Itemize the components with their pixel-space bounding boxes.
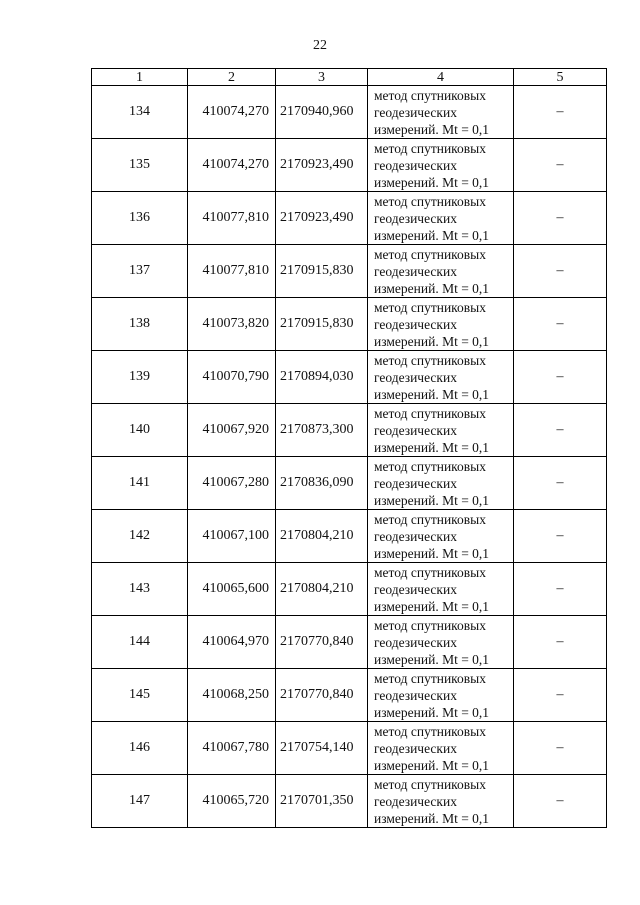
y-coordinate-cell: 2170770,840 [276,616,368,669]
method-cell [368,669,514,722]
method-line-1: метод спутниковых [374,405,486,421]
method-cell [368,245,514,298]
point-number-cell: 143 [92,563,188,616]
note-cell: – [514,139,607,192]
method-line-3: измерений. Mt = 0,1 [374,651,490,667]
method-line-3: измерений. Mt = 0,1 [374,810,490,826]
method-cell [368,510,514,563]
method-line-3: измерений. Mt = 0,1 [374,121,490,137]
method-cell [368,404,514,457]
method-line-3: измерений. Mt = 0,1 [374,598,490,614]
page-number: 22 [313,38,327,53]
point-number-cell: 145 [92,669,188,722]
note-cell: – [514,192,607,245]
table-row [92,510,607,563]
method-cell [368,616,514,669]
y-coordinate-cell: 2170754,140 [276,722,368,775]
method-cell [368,192,514,245]
x-coordinate-cell: 410074,270 [188,139,276,192]
note-cell: – [514,722,607,775]
table-row [92,298,607,351]
table-row [92,457,607,510]
point-number-cell: 138 [92,298,188,351]
method-line-1: метод спутниковых [374,458,486,474]
method-line-3: измерений. Mt = 0,1 [374,280,490,296]
table-body [92,86,607,828]
point-number-cell: 136 [92,192,188,245]
y-coordinate-cell: 2170770,840 [276,669,368,722]
point-number-cell: 134 [92,86,188,139]
y-coordinate-cell: 2170940,960 [276,86,368,139]
method-line-1: метод спутниковых [374,776,486,792]
table-row [92,139,607,192]
table-row [92,192,607,245]
method-cell [368,139,514,192]
header-col-1: 1 [92,69,188,86]
x-coordinate-cell: 410068,250 [188,669,276,722]
note-cell: – [514,245,607,298]
method-line-2: геодезических [374,581,457,597]
x-coordinate-cell: 410070,790 [188,351,276,404]
table-row [92,722,607,775]
y-coordinate-cell: 2170923,490 [276,192,368,245]
note-cell: – [514,510,607,563]
method-cell [368,722,514,775]
method-line-1: метод спутниковых [374,564,486,580]
x-coordinate-cell: 410065,600 [188,563,276,616]
note-cell: – [514,351,607,404]
header-col-3: 3 [276,69,368,86]
y-coordinate-cell: 2170836,090 [276,457,368,510]
method-line-2: геодезических [374,475,457,491]
method-line-2: геодезических [374,793,457,809]
method-cell [368,298,514,351]
y-coordinate-cell: 2170701,350 [276,775,368,828]
y-coordinate-cell: 2170915,830 [276,245,368,298]
note-cell: – [514,669,607,722]
method-cell [368,775,514,828]
method-line-2: геодезических [374,263,457,279]
point-number-cell: 147 [92,775,188,828]
x-coordinate-cell: 410067,920 [188,404,276,457]
note-cell: – [514,775,607,828]
x-coordinate-cell: 410074,270 [188,86,276,139]
table-row [92,775,607,828]
note-cell: – [514,298,607,351]
method-line-3: измерений. Mt = 0,1 [374,386,490,402]
method-line-3: измерений. Mt = 0,1 [374,545,490,561]
method-line-3: измерений. Mt = 0,1 [374,439,490,455]
point-number-cell: 139 [92,351,188,404]
note-cell: – [514,563,607,616]
x-coordinate-cell: 410077,810 [188,192,276,245]
method-line-1: метод спутниковых [374,352,486,368]
table-row [92,351,607,404]
point-number-cell: 137 [92,245,188,298]
y-coordinate-cell: 2170873,300 [276,404,368,457]
y-coordinate-cell: 2170804,210 [276,563,368,616]
method-line-1: метод спутниковых [374,670,486,686]
method-cell [368,563,514,616]
note-cell: – [514,404,607,457]
method-line-2: геодезических [374,422,457,438]
x-coordinate-cell: 410067,100 [188,510,276,563]
x-coordinate-cell: 410064,970 [188,616,276,669]
method-line-1: метод спутниковых [374,246,486,262]
coordinates-table [91,68,607,828]
method-line-3: измерений. Mt = 0,1 [374,704,490,720]
header-col-2: 2 [188,69,276,86]
method-line-3: измерений. Mt = 0,1 [374,174,490,190]
note-cell: – [514,457,607,510]
y-coordinate-cell: 2170923,490 [276,139,368,192]
point-number-cell: 146 [92,722,188,775]
point-number-cell: 135 [92,139,188,192]
method-line-2: геодезических [374,369,457,385]
x-coordinate-cell: 410067,280 [188,457,276,510]
y-coordinate-cell: 2170894,030 [276,351,368,404]
method-line-3: измерений. Mt = 0,1 [374,227,490,243]
method-cell [368,351,514,404]
method-line-1: метод спутниковых [374,511,486,527]
method-line-3: измерений. Mt = 0,1 [374,492,490,508]
method-line-2: геодезических [374,316,457,332]
y-coordinate-cell: 2170915,830 [276,298,368,351]
method-cell [368,457,514,510]
x-coordinate-cell: 410073,820 [188,298,276,351]
note-cell: – [514,616,607,669]
method-line-2: геодезических [374,634,457,650]
method-line-1: метод спутниковых [374,723,486,739]
method-line-1: метод спутниковых [374,140,486,156]
method-cell [368,86,514,139]
method-line-1: метод спутниковых [374,617,486,633]
method-line-2: геодезических [374,157,457,173]
method-line-2: геодезических [374,528,457,544]
table-header-row [92,69,607,86]
method-line-1: метод спутниковых [374,299,486,315]
table-row [92,563,607,616]
method-line-3: измерений. Mt = 0,1 [374,757,490,773]
method-line-1: метод спутниковых [374,87,486,103]
table-row [92,86,607,139]
table-row [92,669,607,722]
table-row [92,404,607,457]
header-col-4: 4 [368,69,514,86]
point-number-cell: 142 [92,510,188,563]
method-line-2: геодезических [374,104,457,120]
y-coordinate-cell: 2170804,210 [276,510,368,563]
method-line-2: геодезических [374,210,457,226]
point-number-cell: 144 [92,616,188,669]
x-coordinate-cell: 410067,780 [188,722,276,775]
method-line-2: геодезических [374,687,457,703]
method-line-1: метод спутниковых [374,193,486,209]
method-line-2: геодезических [374,740,457,756]
table-row [92,616,607,669]
x-coordinate-cell: 410065,720 [188,775,276,828]
table-row [92,245,607,298]
note-cell: – [514,86,607,139]
header-col-5: 5 [514,69,607,86]
x-coordinate-cell: 410077,810 [188,245,276,298]
method-line-3: измерений. Mt = 0,1 [374,333,490,349]
point-number-cell: 141 [92,457,188,510]
point-number-cell: 140 [92,404,188,457]
